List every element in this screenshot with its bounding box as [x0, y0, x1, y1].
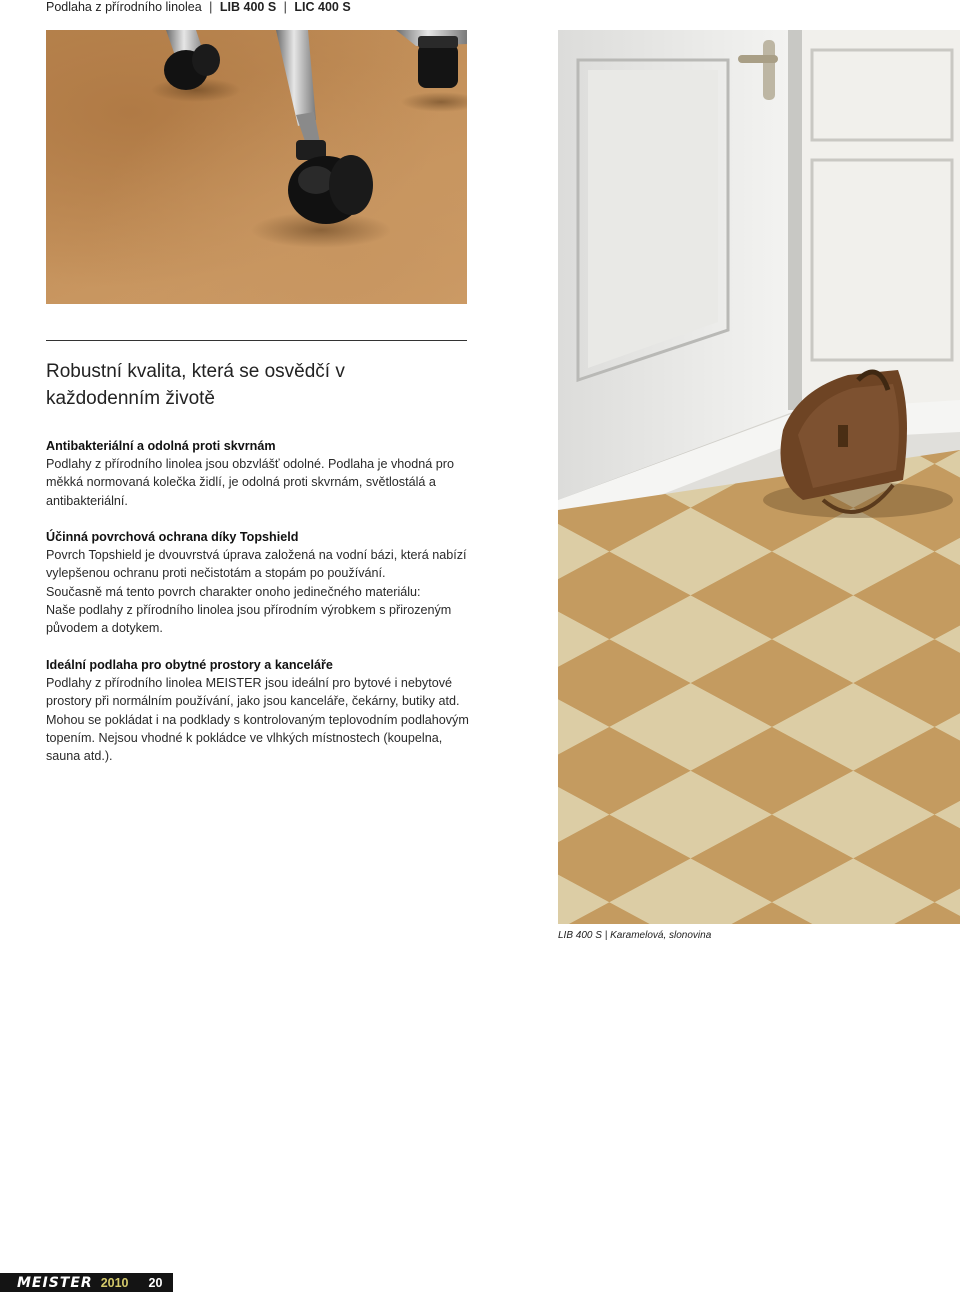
section-paragraph: Podlahy z přírodního linolea jsou obzvlášť odolné. Podlaha je vhodná pro měkká normovaná kolečka židlí, je odolná proti skvrnám, světlostálá a antibakteriální.: [46, 457, 454, 508]
chair-casters-photo: [46, 30, 467, 304]
section-paragraph: Naše podlahy z přírodního linolea jsou přírodním výrobkem s přirozeným původem a dotykem.: [46, 602, 452, 636]
page-title: Robustní kvalita, která se osvědčí v každodenním životě: [46, 361, 345, 409]
footer-year: 2010: [100, 1275, 129, 1290]
section-topshield: [46, 528, 476, 637]
section-paragraph: Současně má tento povrch charakter onoho jedinečného materiálu:: [46, 584, 421, 599]
header-code-lib: LIB 400 S: [219, 0, 277, 14]
footer-bar: [0, 1273, 173, 1292]
caption-text: Karamelová, slonovina: [610, 930, 712, 941]
caption-separator: |: [604, 930, 608, 941]
section-heading: Účinná povrchová ochrana díky Topshield: [46, 530, 299, 544]
section-paragraph: Povrch Topshield je dvouvrstvá úprava založená na vodní bázi, která nabízí vylepšenou ochranu proti nečistotám a stopám po používání.: [46, 548, 467, 581]
section-antibacterial: [46, 437, 476, 510]
header-separator: |: [283, 0, 287, 14]
section-heading: Ideální podlaha pro obytné prostory a kanceláře: [46, 658, 333, 672]
running-header: [46, 0, 351, 14]
section-ideal-floor: [46, 656, 476, 765]
photo-caption: [558, 930, 711, 941]
section-paragraph: Podlahy z přírodního linolea MEISTER jsou ideální pro bytové i nebytové prostory při normálním používání, jako jsou kanceláře, čekárny, butiky atd. Mohou se pokládat i na podklady s kontrolovaným teplovodním podlahovým topením. Nejsou vhodné k pokládce ve vlhkých místnostech (koupelna, sauna atd.).: [46, 676, 469, 764]
page-number: 20: [148, 1275, 163, 1290]
caption-code: LIB 400 S: [558, 930, 602, 941]
header-separator: |: [209, 0, 213, 14]
section-heading: Antibakteriální a odolná proti skvrnám: [46, 439, 276, 453]
title-rule: [46, 340, 467, 341]
header-code-lic: LIC 400 S: [294, 0, 351, 14]
header-product: Podlaha z přírodního linolea: [46, 0, 202, 14]
meister-logo: MEISTER: [17, 1274, 93, 1291]
door-bag-checkered-floor-photo: [558, 30, 960, 924]
